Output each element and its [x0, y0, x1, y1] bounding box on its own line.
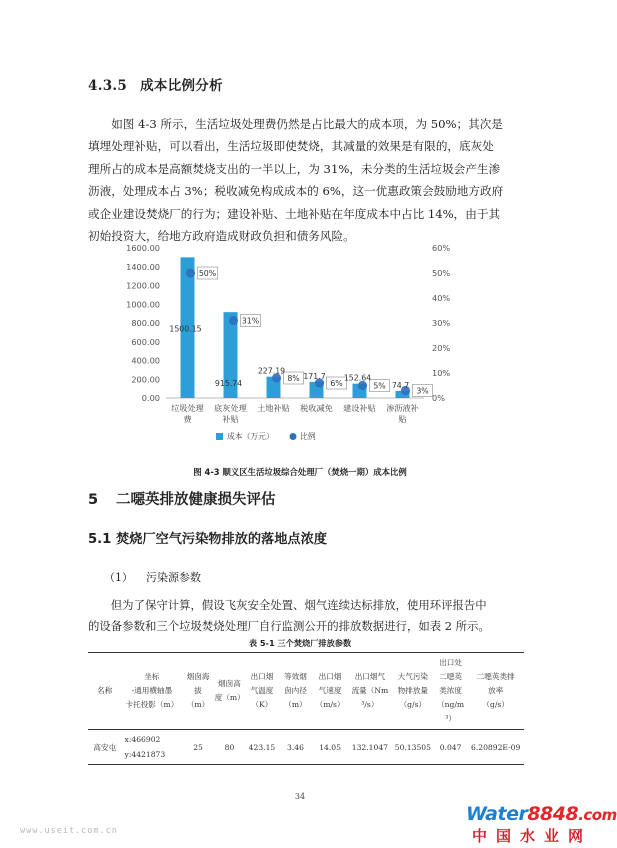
- ratio-point: [229, 316, 238, 325]
- section-heading-5-1: 5.1 焚烧厂空气污染物排放的落地点浓度: [88, 532, 327, 547]
- paragraph-line: 初始投资大，给地方政府造成财政负担和债务风险。: [88, 229, 355, 244]
- table-row: [88, 730, 524, 765]
- bar-value-label: 152.64: [343, 373, 372, 383]
- table-header-cell: 坐标 -通用横轴墨 卡托投影（m）: [122, 653, 183, 730]
- section-heading-5: [88, 488, 276, 509]
- table-cell: 80: [214, 730, 245, 765]
- bar-value-label: 1500.15: [169, 324, 202, 334]
- table-cell-coordinate: x:466902 y:4421873: [122, 730, 183, 765]
- right-axis-tick-label: 20%: [432, 343, 451, 353]
- category-label: 底灰处理: [214, 403, 247, 413]
- subsection-title: 污染源参数: [146, 571, 201, 584]
- legend-swatch-point: [290, 433, 297, 440]
- left-axis-tick-label: 1400.00: [126, 261, 160, 272]
- left-axis-tick-label: 600.00: [131, 336, 160, 347]
- category-label: 渗沥液补: [386, 403, 419, 413]
- left-axis-tick-label: 400.00: [131, 355, 160, 366]
- paragraph-line: 但为了保守计算，假设飞灰安全处置、烟气连续达标排放，使用环评报告中: [88, 598, 487, 612]
- table-header-cell: 烟囱海 拔 （m）: [182, 653, 213, 730]
- category-label: 补贴: [222, 414, 239, 424]
- table-header-cell: 出口烟气 流量（Nm ³/s）: [348, 653, 392, 730]
- ratio-label: 3%: [416, 386, 429, 396]
- table-header-cell: 等效烟 囱内径 （m）: [279, 653, 313, 730]
- left-axis-tick-label: 1000.00: [126, 299, 160, 310]
- ratio-point: [186, 268, 195, 277]
- left-axis-tick-label: 1200.00: [126, 280, 160, 291]
- chart-svg: [120, 236, 480, 451]
- category-label: 垃圾处理: [171, 403, 204, 413]
- table-cell: 6.20892E-09: [467, 730, 524, 765]
- category-label: 费: [183, 414, 192, 424]
- ratio-label: 31%: [241, 316, 260, 326]
- section-title: 成本比例分析: [140, 78, 223, 94]
- page-number: 34: [294, 792, 306, 801]
- right-axis-tick-label: 60%: [432, 243, 451, 253]
- table-cell: 132.1047: [348, 730, 392, 765]
- subsection-heading: [104, 569, 201, 585]
- table-cell-name: 高安屯: [88, 730, 122, 765]
- table-header-cell: 名称: [88, 653, 122, 730]
- bar-value-label: 227.19: [257, 366, 286, 376]
- table-header-cell: 出口烟 气速度 （m/s）: [312, 653, 348, 730]
- bar-value-label: 915.74: [214, 379, 243, 389]
- paragraph-line: 或企业建设焚烧厂的行为；建设补贴、土地补贴在年度成本中占比 14%，由于其: [88, 206, 501, 221]
- category-label: 建设补贴: [343, 403, 376, 413]
- table-cell: 25: [182, 730, 213, 765]
- paragraph-line: 填埋处理补贴，可以看出，生活垃圾即使焚烧，其减量的效果是有限的，底灰处: [88, 139, 494, 154]
- left-axis-tick-label: 0.00: [141, 393, 160, 403]
- right-axis-tick-label: 30%: [432, 318, 451, 328]
- legend-swatch-bar: [216, 433, 223, 440]
- cost-analysis-paragraph: [88, 113, 524, 247]
- paragraph-line: 理所占的成本是高额焚烧支出的一半以上，为 31%，未分类的生活垃圾会产生渗: [88, 161, 501, 176]
- table-cell: 14.05: [312, 730, 348, 765]
- left-axis-tick-label: 200.00: [131, 374, 160, 385]
- table-cell: 3.46: [279, 730, 313, 765]
- emission-parameters-table: [88, 652, 524, 765]
- section-heading-4-3-5: [88, 74, 223, 94]
- section-number: 5: [88, 492, 99, 508]
- right-axis-tick-label: 40%: [432, 293, 451, 303]
- legend-label: 成本（万元）: [227, 432, 274, 441]
- bar-value-label: 74.7: [391, 380, 410, 390]
- table-header-cell: 二噁英类排 放率 （g/s）: [467, 653, 524, 730]
- ratio-label: 50%: [198, 269, 217, 278]
- left-axis-tick-label: 800.00: [131, 318, 160, 328]
- table-header-cell: 出口烟 气温度 （K）: [245, 653, 279, 730]
- section-number: 4.3.5: [88, 78, 128, 94]
- ratio-label: 6%: [330, 379, 343, 388]
- cost-ratio-chart: [120, 236, 480, 451]
- ratio-label: 5%: [373, 381, 386, 391]
- legend-label: 比例: [300, 432, 316, 441]
- table-cell: 50.13505: [392, 730, 434, 765]
- section-title: 二噁英排放健康损失评估: [116, 492, 276, 508]
- paragraph-line: 沥液，处理成本占 3%；税收减免构成成本的 6%，这一优惠政策会鼓励地方政府: [88, 184, 504, 199]
- left-axis-tick-label: 1600.00: [126, 243, 160, 253]
- table-cell: 0.047: [434, 730, 468, 765]
- bar-value-label: 171.7: [303, 371, 326, 381]
- table-header-row: [88, 653, 524, 730]
- paragraph-line: 的设备参数和三个垃圾焚烧处理厂自行监测公开的排放数据进行，如表 2 所示。: [88, 619, 490, 633]
- table-header-cell: 烟囱高 度（m）: [214, 653, 245, 730]
- subsection-number: （1）: [104, 571, 133, 584]
- right-axis-tick-label: 10%: [432, 368, 451, 378]
- right-axis-tick-label: 50%: [432, 268, 451, 278]
- table-caption: 表 5-1 三个焚烧厂排放参数: [248, 638, 352, 648]
- category-label: 贴: [398, 414, 407, 424]
- table-cell: 423.15: [245, 730, 279, 765]
- ratio-label: 8%: [287, 374, 300, 383]
- paragraph-line: 如图 4-3 所示，生活垃圾处理费仍然是占比最大的成本项，为 50%；其次是: [88, 117, 503, 131]
- table-header-cell: 大气污染 物排放量 （g/s）: [392, 653, 434, 730]
- right-axis-tick-label: 0%: [432, 393, 445, 403]
- category-label: 土地补贴: [257, 403, 290, 413]
- figure-caption: 图 4-3 顺义区生活垃圾综合处理厂（焚烧一期）成本比例: [193, 467, 407, 477]
- table-header-cell: 出口处 二噁英 类浓度 （ng/m ³）: [434, 653, 468, 730]
- emission-paragraph: [88, 595, 524, 637]
- watermark-url: www.useit.com.cn: [20, 826, 118, 836]
- category-label: 税收减免: [300, 403, 333, 413]
- water8848-logo: Water8848.com 中国水业网: [466, 803, 617, 845]
